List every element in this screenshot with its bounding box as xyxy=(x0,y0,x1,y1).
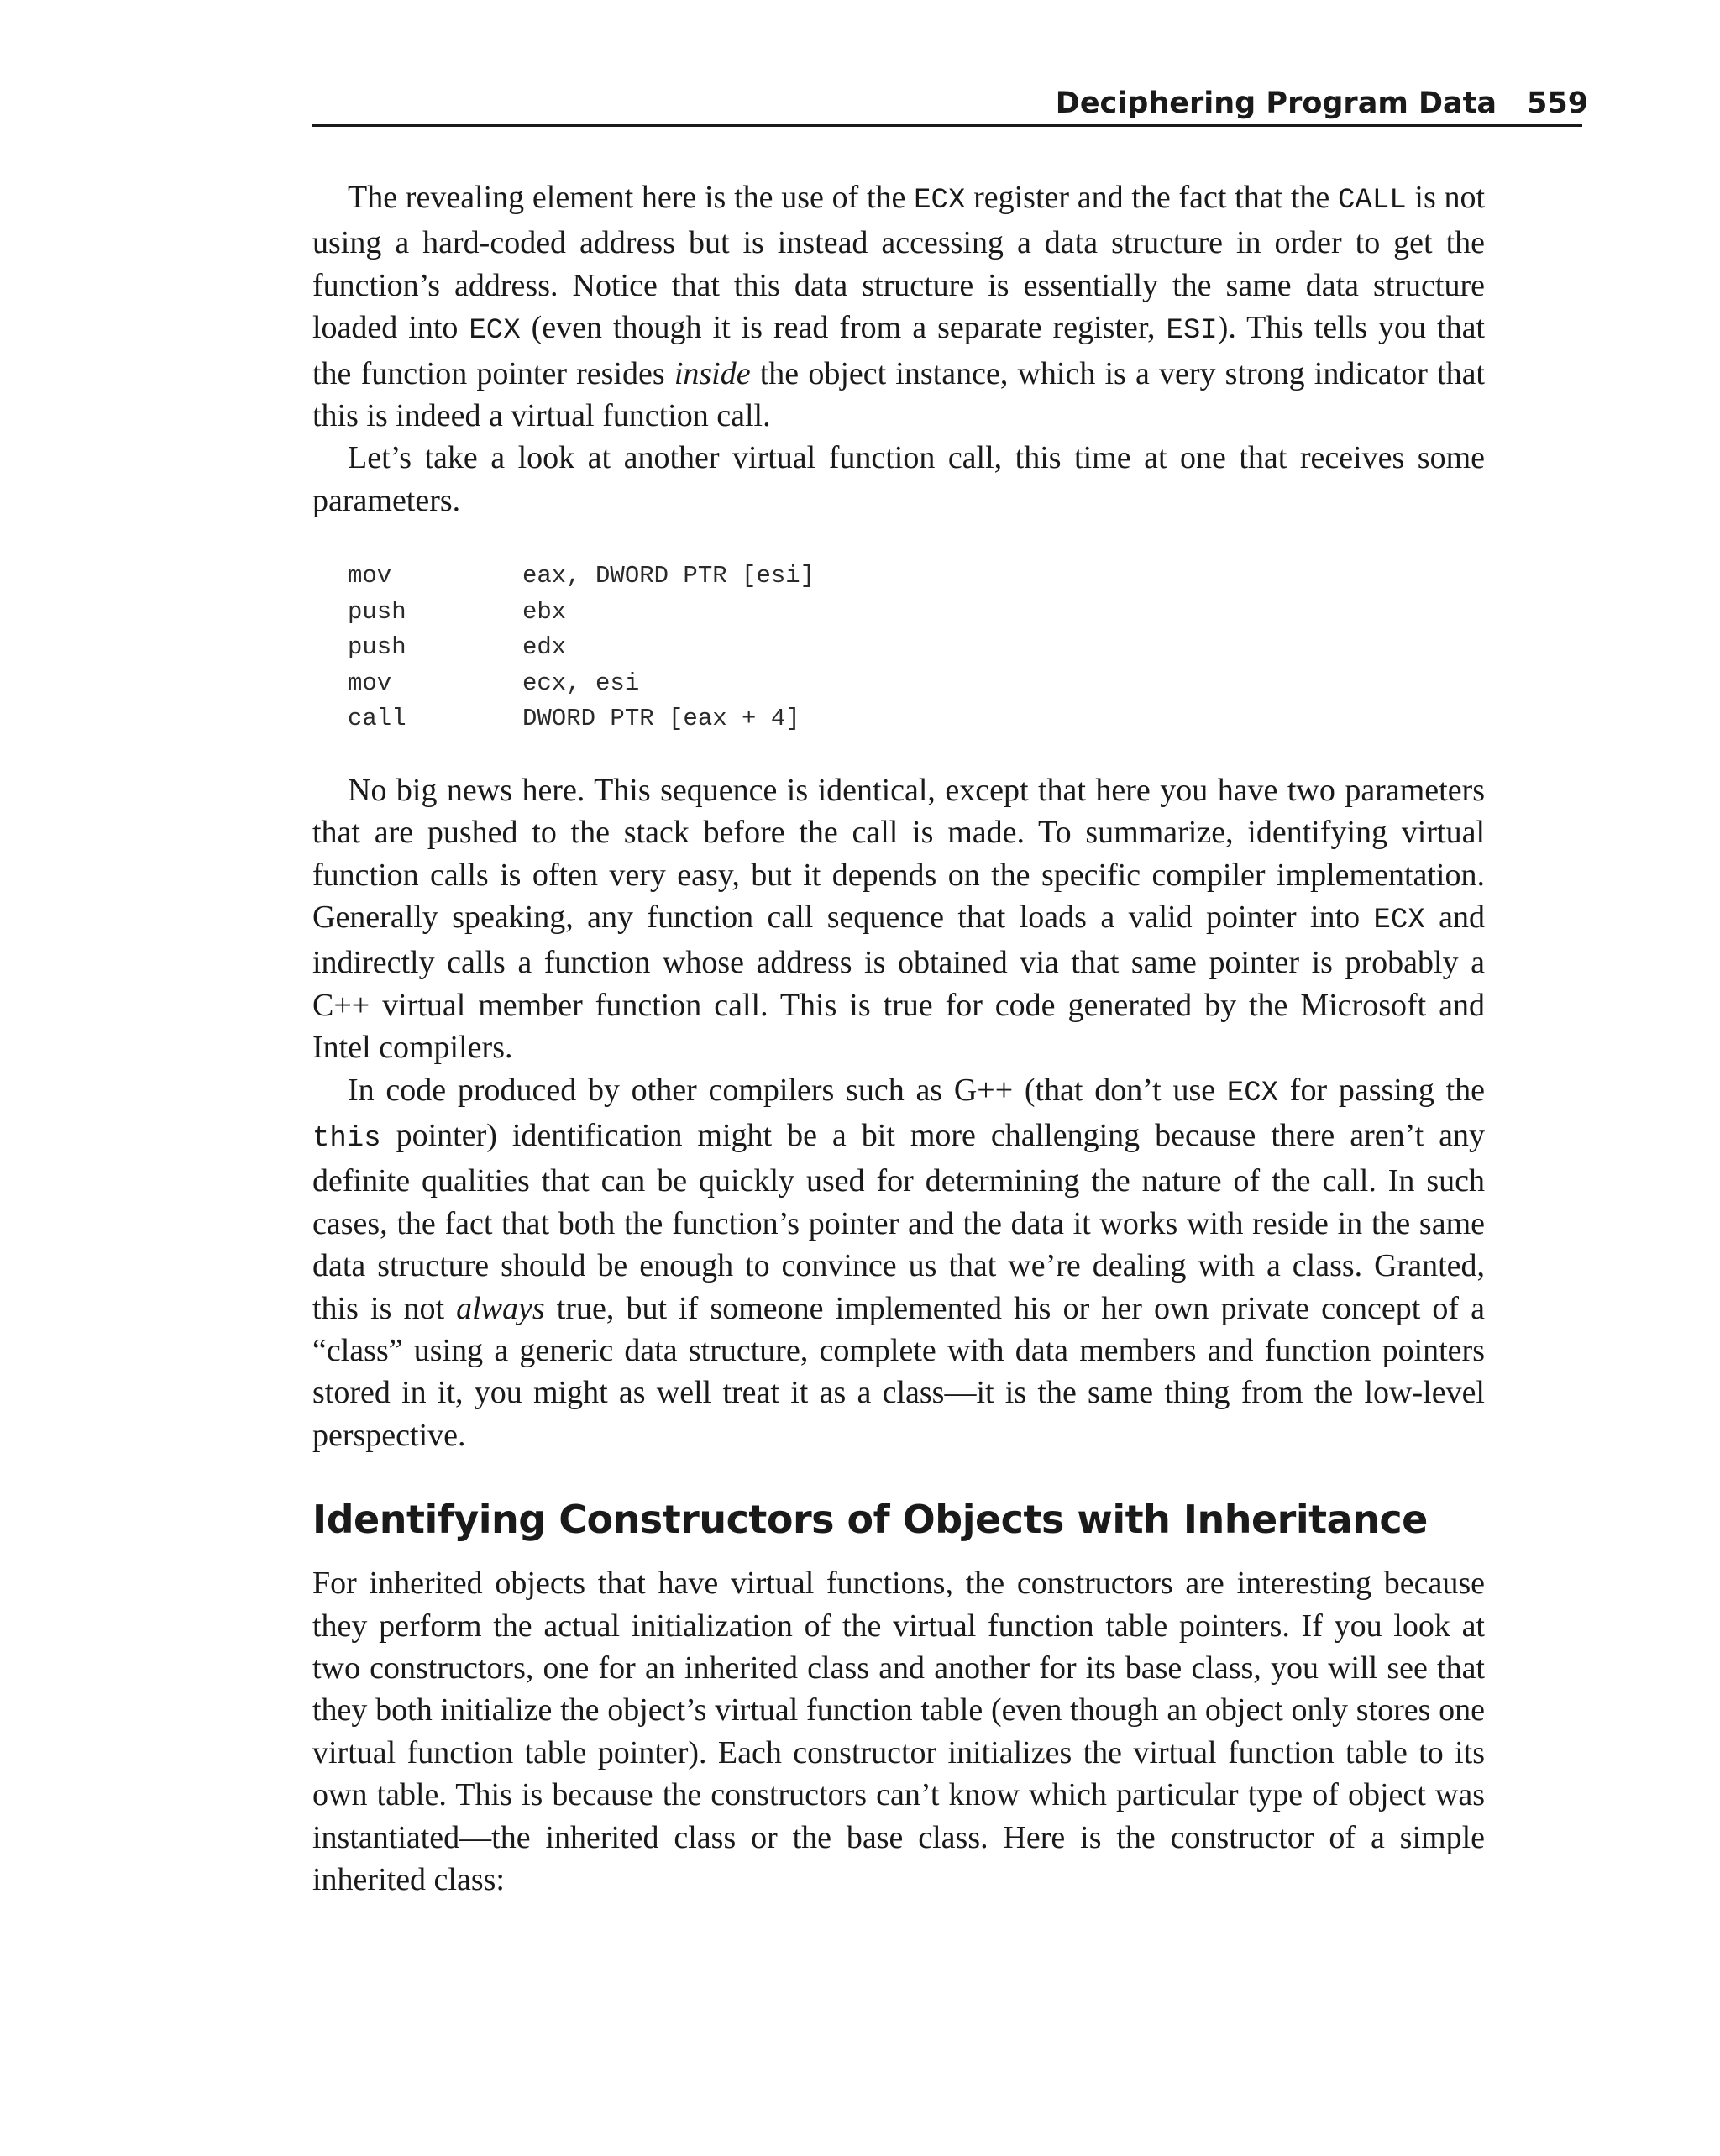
text-run: ). This tells you that the function pointer resides xyxy=(312,310,1485,391)
inline-code: ECX xyxy=(1226,1077,1279,1109)
text-run: true, but if someone implemented his or her own private concept of a “class” using a generic data structure, complete with data members and function pointers stored in it, you might as well treat it as a class—it is the same thing from the low-level perspective. xyxy=(312,1290,1485,1453)
code-opcode: mov xyxy=(348,669,392,697)
text-run: The revealing element here is the use of the xyxy=(348,180,915,215)
code-opcode: push xyxy=(348,633,406,662)
text-run: for passing the xyxy=(1278,1072,1485,1108)
paragraph-inherited-objects: For inherited objects that have virtual functions, the constructors are interesting because they perform the actual initialization of the virtual function table pointers. If you look at two constructors, one for an inherited class and another for its base class, you will see that they both initialize the object’s virtual function table (even though an object only stores one virtual function table pointer). Each constructor initializes the virtual function table to its own table. This is because the constructors can’t know which particular type of object was instantiated—the inherited class or the base class. Here is the constructor of a simple inherited class: xyxy=(312,1566,1485,1898)
emphasis: always xyxy=(456,1290,545,1326)
text-run: is not using a hard-coded address but is instead accessing a data structure in order to get the function’s address. Notice that this data structure is essentially the same data structure loaded into xyxy=(312,180,1486,346)
emphasis: inside xyxy=(674,355,751,391)
code-opcode: call xyxy=(348,705,406,733)
code-opcode: mov xyxy=(348,562,392,590)
code-line xyxy=(348,666,1485,702)
paragraph-another-call: Let’s take a look at another virtual function call, this time at one that receives some parameters. xyxy=(312,440,1485,518)
text-run: pointer) identification might be a bit more challenging because there aren’t any definite qualities that can be quickly used for determining the nature of the call. In such cases, the fact that both the function’s pointer and the data it works with reside in the same data structure should be enough to convince us that we’re dealing with a class. Granted, this is not xyxy=(312,1118,1485,1326)
code-operands: ebx xyxy=(522,597,567,626)
paragraph-other-compilers xyxy=(312,1069,1485,1457)
code-line xyxy=(348,559,1485,595)
running-header xyxy=(312,82,1589,127)
page-number: 559 xyxy=(1527,87,1589,120)
code-listing xyxy=(348,559,1485,737)
code-operands: ecx, esi xyxy=(522,669,640,697)
inline-code: this xyxy=(312,1123,381,1155)
text-run: No big news here. This sequence is identical, except that here you have two parameters that are pushed to the stack before the call is made. To summarize, identifying virtual function calls is often very easy, but it depends on the specific compiler implementation. Generally speaking, any function call sequence that loads a valid pointer into xyxy=(312,772,1485,935)
code-opcode: push xyxy=(348,597,406,626)
text-run: In code produced by other compilers such as G++ (that don’t use xyxy=(348,1072,1227,1108)
inline-code: ECX xyxy=(469,315,521,348)
text-run: and indirectly calls a function whose address is obtained via that same pointer is probably a C++ virtual member function call. This is true for code generated by the Microsoft and Intel compilers. xyxy=(312,899,1485,1066)
code-operands: DWORD PTR [eax + 4] xyxy=(522,705,800,733)
code-operands: edx xyxy=(522,633,567,662)
text-run: the object instance, which is a very strong indicator that this is indeed a virtual function call. xyxy=(312,355,1485,434)
text-run: register and the fact that the xyxy=(965,180,1339,215)
section-heading: Identifying Constructors of Objects with Inheritance xyxy=(312,1497,1428,1543)
code-line xyxy=(348,630,1485,666)
code-line xyxy=(348,701,1485,737)
chapter-title: Deciphering Program Data xyxy=(1055,87,1497,120)
code-line xyxy=(348,595,1485,631)
text-run: (even though it is read from a separate register, xyxy=(520,310,1167,346)
inline-code: ESI xyxy=(1166,315,1218,348)
inline-code: CALL xyxy=(1338,185,1407,217)
inline-code: ECX xyxy=(914,185,966,217)
code-operands: eax, DWORD PTR [esi] xyxy=(522,562,815,590)
body-text xyxy=(312,176,1485,1902)
paragraph-no-big-news xyxy=(312,769,1485,1069)
paragraph-ecx-register xyxy=(312,176,1485,437)
inline-code: ECX xyxy=(1373,904,1425,936)
